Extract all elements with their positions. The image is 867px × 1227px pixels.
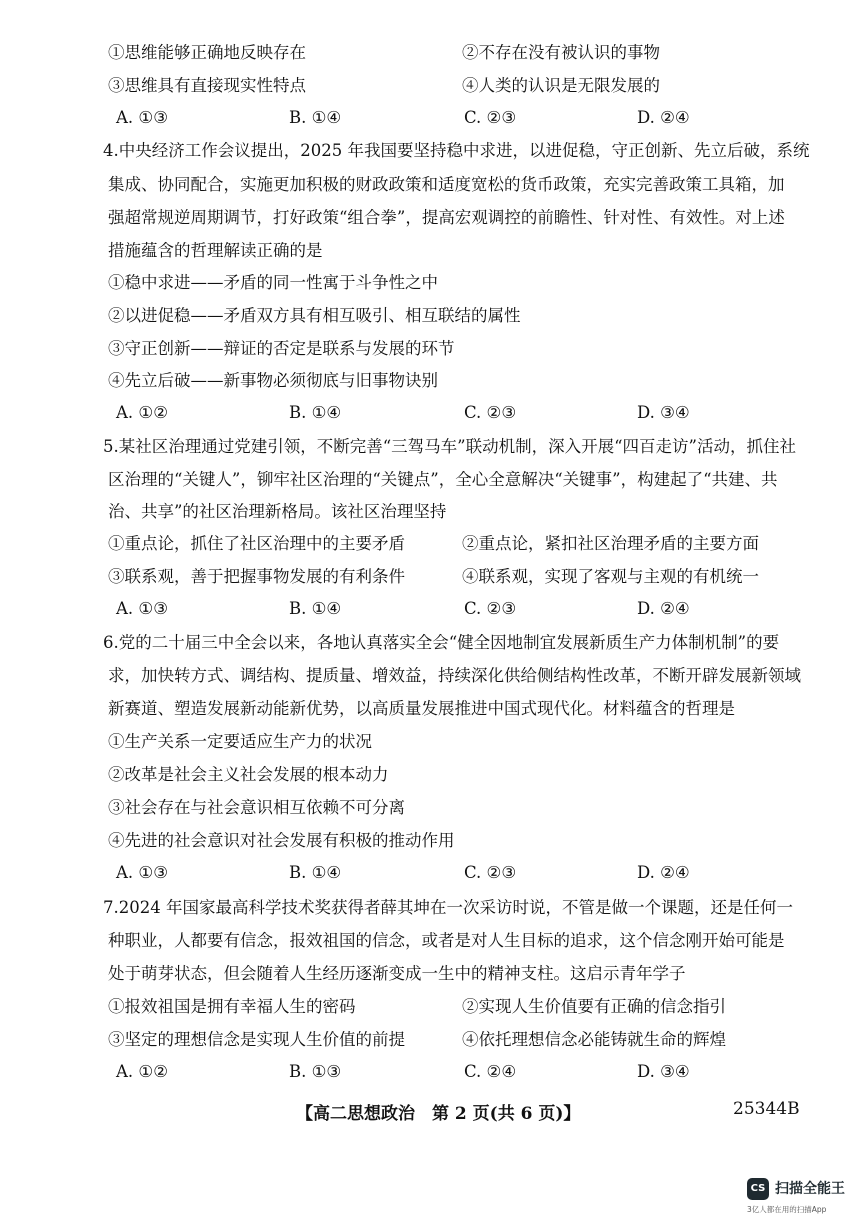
q5-choice-a: A. ①③ xyxy=(116,599,168,618)
q4-option-3: ③守正创新——辩证的否定是联系与发展的环节 xyxy=(108,339,455,358)
q5-stem-line-1: 5.某社区治理通过党建引领，不断完善“三驾马车”联动机制，深入开展“四百走访”活动，抓住社 xyxy=(103,437,796,456)
q6-stem-line-2: 求，加快转方式、调结构、提质量、增效益，持续深化供给侧结构性改革，不断开辟发展新领域 xyxy=(108,666,801,685)
q3-choice-d: D. ②④ xyxy=(637,108,690,127)
q3-choice-c: C. ②③ xyxy=(464,108,517,127)
q6-option-3: ③社会存在与社会意识相互依赖不可分离 xyxy=(108,798,405,817)
q7-stem-line-2: 种职业，人都要有信念，报效祖国的信念，或者是对人生目标的追求，这个信念刚开始可能是 xyxy=(108,931,785,950)
q7-choice-b: B. ①③ xyxy=(289,1062,342,1081)
q6-stem-line-3: 新赛道、塑造发展新动能新优势，以高质量发展推进中国式现代化。材料蕴含的哲理是 xyxy=(108,699,735,718)
q7-option-3: ③坚定的理想信念是实现人生价值的前提 xyxy=(108,1030,405,1049)
q4-option-2: ②以进促稳——矛盾双方具有相互吸引、相互联结的属性 xyxy=(108,306,521,325)
scanner-watermark xyxy=(747,1176,857,1220)
q4-choice-d: D. ③④ xyxy=(637,403,690,422)
q4-stem-line-4: 措施蕴含的哲理解读正确的是 xyxy=(108,241,323,260)
watermark-app-name: 扫描全能王 xyxy=(775,1181,845,1197)
q3-option-2: ②不存在没有被认识的事物 xyxy=(462,43,660,62)
q7-choice-d: D. ③④ xyxy=(637,1062,690,1081)
q5-stem-line-2: 区治理的“关键人”，铆牢社区治理的“关键点”，全心全意解决“关键事”，构建起了“共建、共 xyxy=(108,470,778,489)
q6-stem-line-1: 6.党的二十届三中全会以来，各地认真落实全会“健全因地制宜发展新质生产力体制机制”的要 xyxy=(103,633,780,652)
q5-option-3: ③联系观，善于把握事物发展的有利条件 xyxy=(108,567,405,586)
q6-choice-a: A. ①③ xyxy=(116,863,168,882)
q7-option-2: ②实现人生价值要有正确的信念指引 xyxy=(462,997,726,1016)
page-footer-title: 【高二思想政治 第 2 页(共 6 页)】 xyxy=(296,1104,581,1124)
watermark-tagline: 3亿人都在用的扫描App xyxy=(747,1205,827,1214)
camscanner-logo-icon: CS xyxy=(747,1178,769,1200)
q7-option-1: ①报效祖国是拥有幸福人生的密码 xyxy=(108,997,356,1016)
q5-option-4: ④联系观，实现了客观与主观的有机统一 xyxy=(462,567,759,586)
q7-stem-line-3: 处于萌芽状态，但会随着人生经历逐渐变成一生中的精神支柱。这启示青年学子 xyxy=(108,964,686,983)
q5-choice-d: D. ②④ xyxy=(637,599,690,618)
q3-choice-b: B. ①④ xyxy=(289,108,342,127)
q3-option-3: ③思维具有直接现实性特点 xyxy=(108,76,306,95)
q6-choice-b: B. ①④ xyxy=(289,863,342,882)
q4-choice-c: C. ②③ xyxy=(464,403,517,422)
q7-option-4: ④依托理想信念必能铸就生命的辉煌 xyxy=(462,1030,726,1049)
q6-choice-d: D. ②④ xyxy=(637,863,690,882)
q4-option-1: ①稳中求进——矛盾的同一性寓于斗争性之中 xyxy=(108,273,438,292)
q4-stem-line-3: 强超常规逆周期调节，打好政策“组合拳”，提高宏观调控的前瞻性、针对性、有效性。对上述 xyxy=(108,208,785,227)
q4-choice-a: A. ①② xyxy=(116,403,168,422)
exam-code: 25344B xyxy=(733,1099,800,1119)
q7-choice-c: C. ②④ xyxy=(464,1062,517,1081)
q5-choice-b: B. ①④ xyxy=(289,599,342,618)
q7-stem-line-1: 7.2024 年国家最高科学技术奖获得者薛其坤在一次采访时说，不管是做一个课题，还是任何一 xyxy=(103,898,793,917)
q5-stem-line-3: 治、共享”的社区治理新格局。该社区治理坚持 xyxy=(108,502,447,521)
q3-option-1: ①思维能够正确地反映存在 xyxy=(108,43,306,62)
q4-stem-line-1: 4.中央经济工作会议提出，2025 年我国要坚持稳中求进，以进促稳，守正创新、先立后破，系统 xyxy=(103,141,810,160)
q3-choice-a: A. ①③ xyxy=(116,108,168,127)
q6-choice-c: C. ②③ xyxy=(464,863,517,882)
q5-option-2: ②重点论，紧扣社区治理矛盾的主要方面 xyxy=(462,534,759,553)
q3-option-4: ④人类的认识是无限发展的 xyxy=(462,76,660,95)
q5-choice-c: C. ②③ xyxy=(464,599,517,618)
q6-option-1: ①生产关系一定要适应生产力的状况 xyxy=(108,732,372,751)
q6-option-4: ④先进的社会意识对社会发展有积极的推动作用 xyxy=(108,831,455,850)
q6-option-2: ②改革是社会主义社会发展的根本动力 xyxy=(108,765,389,784)
q4-choice-b: B. ①④ xyxy=(289,403,342,422)
q4-option-4: ④先立后破——新事物必须彻底与旧事物诀别 xyxy=(108,371,438,390)
q7-choice-a: A. ①② xyxy=(116,1062,168,1081)
q4-stem-line-2: 集成、协同配合，实施更加积极的财政政策和适度宽松的货币政策，充实完善政策工具箱，加 xyxy=(108,175,785,194)
q5-option-1: ①重点论，抓住了社区治理中的主要矛盾 xyxy=(108,534,405,553)
